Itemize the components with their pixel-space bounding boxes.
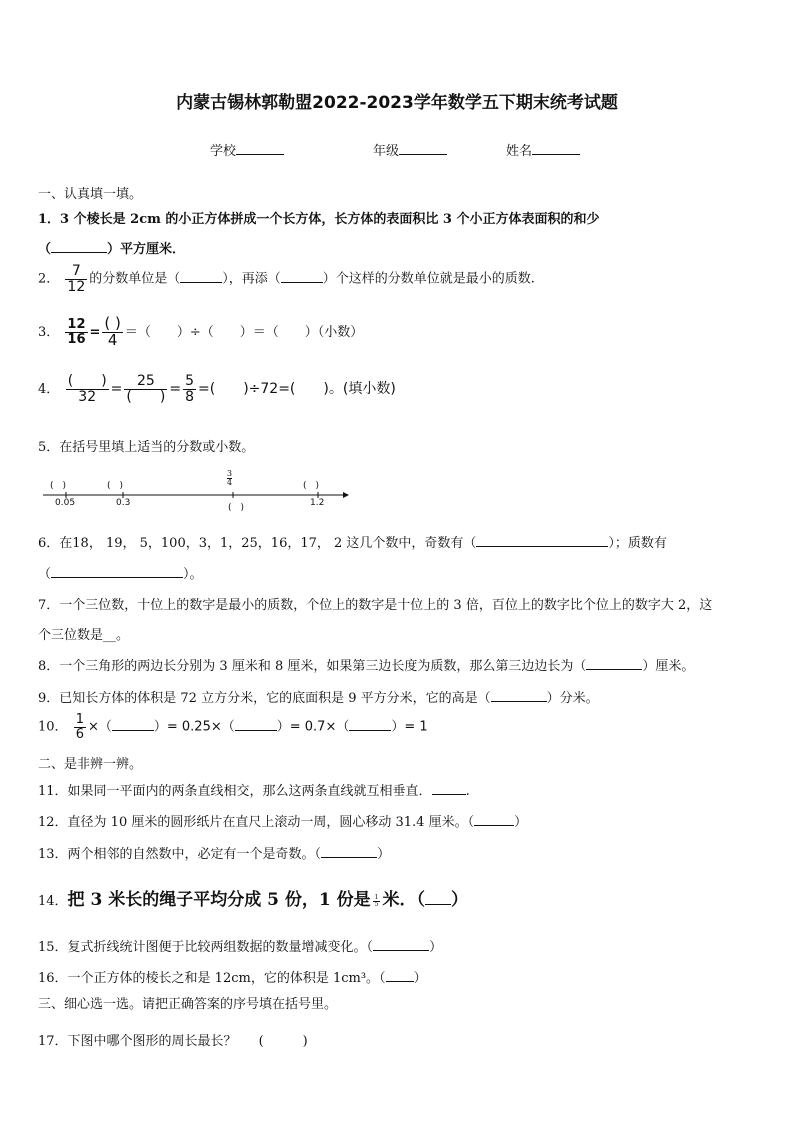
- question-text: .: [465, 784, 470, 799]
- question-number: 8．: [38, 659, 60, 674]
- paren-open: （: [38, 242, 52, 257]
- numerator-blank[interactable]: ( ): [104, 314, 121, 332]
- question-number: 5．: [38, 440, 60, 455]
- question-text: ）；质数有: [608, 536, 667, 551]
- question-text: ＝（ ）÷（ ）＝（ ）（小数）: [124, 324, 364, 340]
- question-text: ）: [377, 847, 391, 862]
- question-12: [38, 811, 527, 830]
- numerator: 1: [374, 893, 379, 901]
- question-10: [38, 713, 428, 741]
- question-17: [38, 1030, 308, 1049]
- grade-label: 年级: [373, 144, 400, 159]
- answer-blank[interactable]: [281, 270, 323, 283]
- page-title: 内蒙古锡林郭勒盟2022-2023学年数学五下期末统考试题: [176, 93, 618, 113]
- fraction-blank-32: [66, 374, 109, 404]
- question-text: ），再添（: [222, 271, 281, 287]
- question-text: ）个这样的分数单位就是最小的质数.: [322, 271, 535, 287]
- question-number: 10．: [38, 719, 68, 735]
- fraction-1-5: [373, 895, 381, 909]
- question-text: 在18， 19， 5，100，3，1，25，16，17， 2 这几个数中，奇数有（: [59, 536, 477, 551]
- question-text: ）: [429, 940, 443, 955]
- question-text: 两个相邻的自然数中，必定有一个是奇数。（: [67, 847, 322, 862]
- question-text: ）= 0.7×（: [276, 719, 350, 735]
- number-line-arrow: [343, 492, 349, 498]
- question-2: [38, 264, 535, 294]
- question-text: 3 个棱长是 2cm 的小正方体拼成一个长方体，长方体的表面积比 3 个小正方体表面积的和少: [60, 212, 600, 227]
- question-16: [38, 967, 427, 986]
- question-number: 1．: [38, 212, 61, 227]
- question-6: [38, 532, 667, 551]
- answer-blank-odd[interactable]: [476, 534, 608, 547]
- fraction-1-6: [74, 713, 86, 741]
- name-label: 姓名: [506, 144, 533, 159]
- question-number: 9．: [38, 691, 60, 706]
- answer-blank[interactable]: [373, 938, 429, 951]
- fraction-5-8: [183, 374, 196, 404]
- label-0-3: 0.3: [116, 498, 131, 508]
- answer-blank[interactable]: [180, 270, 222, 283]
- denominator-blank[interactable]: ( ): [126, 388, 166, 405]
- numerator: 5: [185, 373, 194, 389]
- question-text: ）。: [183, 567, 203, 582]
- answer-blank[interactable]: [235, 718, 277, 731]
- question-1: [38, 208, 599, 227]
- question-11: [38, 780, 470, 799]
- question-text: 一个三角形的两边长分别为 3 厘米和 8 厘米，如果第三边长度为质数，那么第三边边长为（: [59, 659, 587, 674]
- question-14: [38, 885, 468, 910]
- question-text: 已知长方体的体积是 72 立方分米，它的底面积是 9 平方分米，它的高是（: [59, 691, 491, 706]
- answer-blank[interactable]: [349, 718, 391, 731]
- denominator: 16: [67, 331, 86, 347]
- fraction-12-16: [65, 318, 87, 346]
- denominator: 8: [185, 388, 194, 405]
- denominator: 12: [67, 278, 86, 295]
- denominator: 32: [66, 389, 109, 405]
- answer-blank[interactable]: [386, 969, 414, 982]
- numerator: 3: [227, 469, 233, 478]
- question-number: 7．: [38, 598, 60, 613]
- question-text: =( )÷72=( )。(填小数): [198, 381, 396, 398]
- question-number: 11．: [38, 784, 68, 799]
- question-9: [38, 687, 599, 706]
- question-text: ×（: [87, 719, 112, 735]
- fraction-blank-4: [102, 316, 122, 349]
- question-15: [38, 936, 442, 955]
- question-number: 4．: [38, 382, 60, 398]
- question-text: ）平方厘米．: [107, 242, 186, 257]
- question-text: 复式折线统计图便于比较两组数据的数量增减变化。（: [67, 940, 374, 955]
- question-text: 一个三位数，十位上的数字是最小的质数，个位上的数字是十位上的 3 倍，百位上的数字比个位上的数字大 2，这: [59, 598, 713, 613]
- label-0-05: 0.05: [55, 498, 76, 508]
- question-number: 6．: [38, 536, 60, 551]
- numerator: 1: [75, 712, 84, 727]
- blank-above-1-2[interactable]: ( ): [303, 481, 320, 491]
- question-text: 的分数单位是（: [89, 271, 181, 287]
- question-text: 如果同一平面内的两条直线相交，那么这两条直线就互相垂直．: [67, 784, 432, 799]
- question-7: [38, 594, 712, 613]
- question-text: ）厘米。: [642, 659, 695, 674]
- question-8: [38, 655, 694, 674]
- question-number: 12．: [38, 815, 68, 830]
- section-3-heading: 三、细心选一选。请把正确答案的序号填在括号里。: [38, 997, 338, 1012]
- answer-blank[interactable]: [586, 657, 642, 670]
- question-3: [38, 316, 363, 349]
- grade-blank[interactable]: [399, 142, 447, 155]
- question-number: 15．: [38, 940, 68, 955]
- answer-blank[interactable]: [432, 782, 466, 795]
- school-label: 学校: [210, 144, 237, 159]
- grade-field: [373, 140, 447, 159]
- question-text: ）: [413, 971, 427, 986]
- numerator-blank[interactable]: ( ): [67, 373, 107, 389]
- name-blank[interactable]: [532, 142, 580, 155]
- section-1-heading: 一、认真填一填。: [38, 187, 143, 202]
- question-text: ）= 1: [391, 719, 428, 735]
- question-number: 2．: [38, 271, 60, 287]
- question-13: [38, 843, 390, 862]
- label-1-2: 1.2: [310, 498, 325, 508]
- numerator: 7: [71, 263, 81, 279]
- answer-blank[interactable]: [474, 813, 514, 826]
- question-text: ）分米。: [546, 691, 599, 706]
- blank-below-three-quarters[interactable]: ( ): [228, 503, 245, 513]
- answer-blank[interactable]: [491, 689, 547, 702]
- denominator: 4: [102, 332, 122, 349]
- answer-blank[interactable]: [425, 892, 451, 905]
- answer-blank[interactable]: [112, 718, 154, 731]
- name-field: [506, 140, 580, 159]
- question-text: ）: [514, 815, 528, 830]
- answer-blank[interactable]: [51, 240, 107, 253]
- fraction-25-blank: [124, 374, 167, 404]
- question-text: 米．（: [382, 890, 425, 910]
- question-6-line2: [38, 563, 203, 582]
- question-text: 在括号里填上适当的分数或小数。: [59, 440, 255, 455]
- blank-above-0-05[interactable]: ( ): [50, 481, 67, 491]
- numerator: 25: [136, 373, 155, 389]
- question-text: 一个正方体的棱长之和是 12cm，它的体积是 1cm³。（: [67, 971, 386, 986]
- question-text: 下图中哪个图形的周长最长？: [67, 1034, 237, 1049]
- question-text: 把 3 米长的绳子平均分成 5 份，1 份是: [67, 890, 371, 910]
- question-5: [38, 436, 254, 455]
- question-1-line2: [38, 238, 185, 257]
- school-field: [210, 140, 284, 159]
- school-blank[interactable]: [236, 142, 284, 155]
- denominator: 6: [75, 726, 84, 742]
- question-number: 14．: [38, 894, 68, 909]
- denominator: 4: [227, 478, 233, 487]
- answer-blank-prime[interactable]: [51, 565, 183, 578]
- equals-sign: =: [89, 324, 101, 340]
- question-number: 13．: [38, 847, 68, 862]
- answer-blank[interactable]: [321, 845, 377, 858]
- paren-open: （: [38, 567, 52, 582]
- blank-above-0-3[interactable]: ( ): [107, 481, 124, 491]
- question-text: ）= 0.25×（: [153, 719, 235, 735]
- question-text: ）: [450, 890, 468, 910]
- question-text: 直径为 10 厘米的圆形纸片在直尺上滚动一周，圆心移动 31.4 厘米。（: [67, 815, 475, 830]
- numerator: 12: [67, 317, 86, 333]
- question-7-line2: 个三位数是__。: [38, 628, 130, 643]
- section-2-heading: 二、是非辨一辨。: [38, 757, 143, 772]
- label-three-quarters: [227, 470, 232, 487]
- fraction: [65, 264, 87, 294]
- question-number: 16．: [38, 971, 68, 986]
- question-number: 3．: [38, 324, 60, 340]
- question-4: 4． $\frac{( )}{32}$ = $\frac{25}{( )}$ = $\frac{5}{8}$ =( )÷72=( )。(填小数): [38, 373, 396, 405]
- answer-paren[interactable]: ( ): [258, 1034, 308, 1049]
- question-number: 17．: [38, 1034, 68, 1049]
- denominator: 5: [374, 901, 379, 908]
